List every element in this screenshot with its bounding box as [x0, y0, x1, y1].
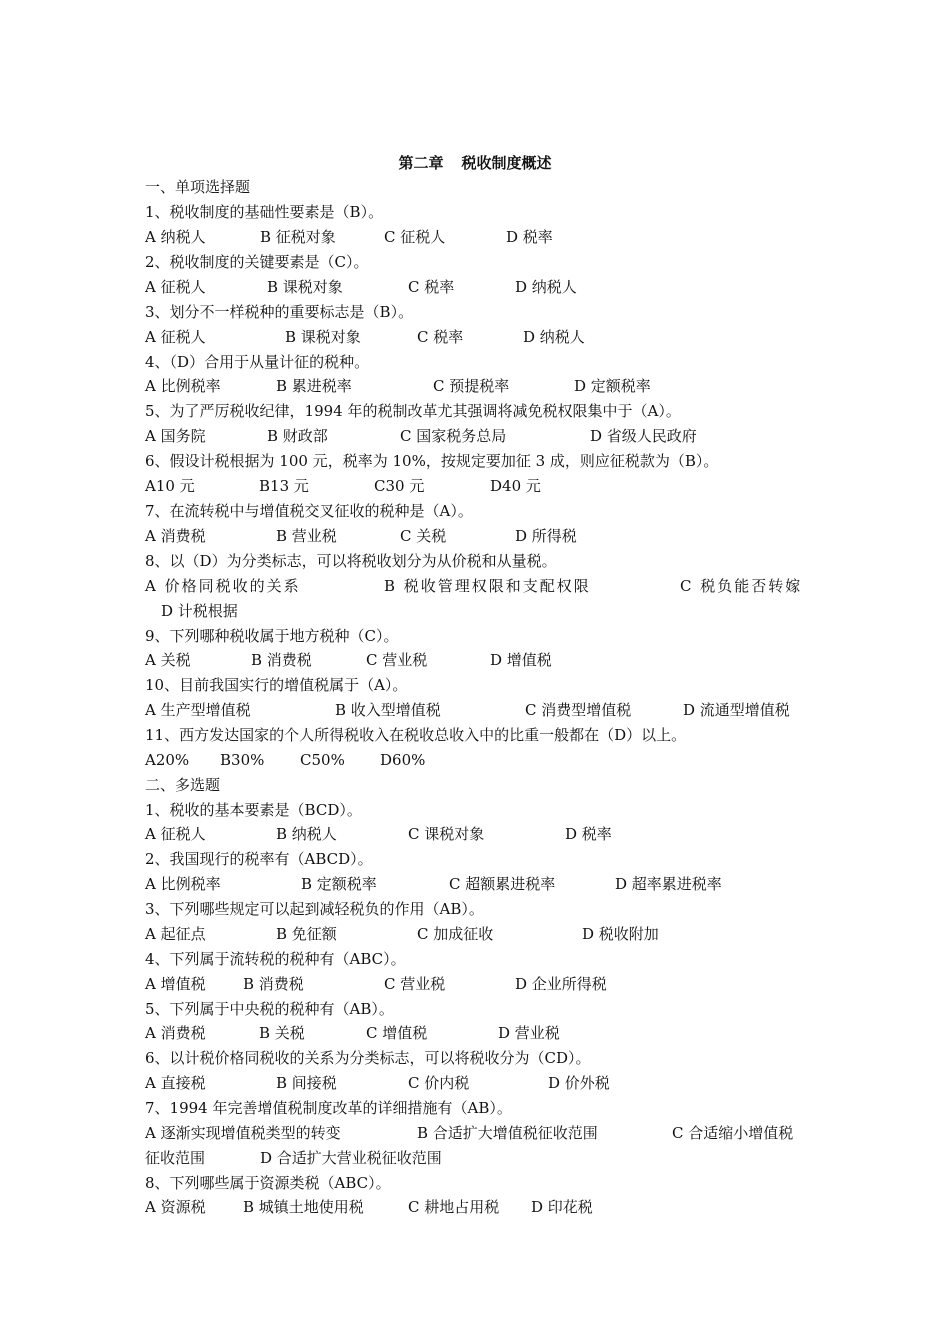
question: 10、目前我国实行的增值税属于（A）。 [145, 676, 408, 694]
option: A 消费税 [145, 527, 206, 545]
option: B 营业税 [276, 527, 337, 545]
option: C 国家税务总局 [400, 427, 507, 445]
option: A 起征点 [145, 925, 206, 943]
section-heading-multi: 二、多选题 [145, 776, 221, 794]
option: D 纳税人 [515, 278, 577, 296]
option: D40 元 [490, 477, 541, 495]
option: D 营业税 [498, 1024, 560, 1042]
option: B 课税对象 [285, 328, 361, 346]
option: C50% [300, 751, 345, 769]
option: B 累进税率 [276, 377, 352, 395]
option: C 加成征收 [417, 925, 494, 943]
option: B 间接税 [276, 1074, 337, 1092]
option: C 价内税 [408, 1074, 470, 1092]
question: 7、1994 年完善增值税制度改革的详细措施有（AB）。 [145, 1099, 512, 1117]
option: A 纳税人 [145, 228, 206, 246]
option: A 比例税率 [145, 377, 221, 395]
option: A 征税人 [145, 278, 206, 296]
option: D 超率累进税率 [615, 875, 722, 893]
option: D 省级人民政府 [590, 427, 697, 445]
option: C 消费型增值税 [525, 701, 632, 719]
option: A 比例税率 [145, 875, 221, 893]
option: D 所得税 [515, 527, 577, 545]
option: A 生产型增值税 [145, 701, 251, 719]
option: C 耕地占用税 [408, 1198, 500, 1216]
option: B 免征额 [276, 925, 337, 943]
option: B13 元 [259, 477, 309, 495]
page-title [0, 152, 950, 174]
question: 3、下列哪些规定可以起到减轻税负的作用（AB）。 [145, 900, 484, 918]
option: A 直接税 [145, 1074, 206, 1092]
option: C 税率 [417, 328, 464, 346]
option: A 征税人 [145, 825, 206, 843]
option: C30 元 [374, 477, 425, 495]
option: B 消费税 [251, 651, 312, 669]
question: 3、划分不一样税种的重要标志是（B）。 [145, 303, 414, 321]
option: D 流通型增值税 [683, 701, 790, 719]
question: 2、我国现行的税率有（ABCD）。 [145, 850, 373, 868]
option: B 税收管理权限和支配权限 [384, 577, 591, 595]
question: 8、下列哪些属于资源类税（ABC）。 [145, 1174, 391, 1192]
option: C 税负能否转嫁 [680, 577, 803, 595]
option: C 营业税 [366, 651, 428, 669]
option: A10 元 [145, 477, 195, 495]
chapter-number: 第二章 [398, 154, 444, 172]
option: C 关税 [400, 527, 447, 545]
option: D 企业所得税 [515, 975, 607, 993]
option: D60% [380, 751, 426, 769]
question: 7、在流转税中与增值税交叉征收的税种是（A）。 [145, 502, 473, 520]
option: A 国务院 [145, 427, 206, 445]
question: 8、以（D）为分类标志，可以将税收划分为从价税和从量税。 [145, 552, 557, 570]
option: B 定额税率 [301, 875, 377, 893]
option: B 征税对象 [260, 228, 336, 246]
option: B 收入型增值税 [335, 701, 441, 719]
option: D 增值税 [490, 651, 552, 669]
option: C 预提税率 [433, 377, 510, 395]
question: 1、税收的基本要素是（BCD）。 [145, 801, 362, 819]
question: 5、为了严厉税收纪律，1994 年的税制改革尤其强调将减免税权限集中于（A）。 [145, 402, 681, 420]
option: A 资源税 [145, 1198, 206, 1216]
option: C 征税人 [384, 228, 446, 246]
option: A20% [145, 751, 190, 769]
option: B30% [220, 751, 265, 769]
option: D 纳税人 [523, 328, 585, 346]
option: D 税率 [506, 228, 553, 246]
option: C 课税对象 [408, 825, 485, 843]
question: 6、假设计税根据为 100 元，税率为 10%，按规定要加征 3 成，则应征税款为（B）。 [145, 452, 719, 470]
option-continuation: 征收范围 [145, 1149, 206, 1167]
question: 2、税收制度的关键要素是（C）。 [145, 253, 369, 271]
question: 9、下列哪种税收属于地方税种（C）。 [145, 627, 399, 645]
option: A 增值税 [145, 975, 206, 993]
option: C 超额累进税率 [449, 875, 556, 893]
option: D 税收附加 [582, 925, 659, 943]
option: A 征税人 [145, 328, 206, 346]
option: A 关税 [145, 651, 191, 669]
option: C 营业税 [384, 975, 446, 993]
question: 1、税收制度的基础性要素是（B）。 [145, 203, 384, 221]
option: C 增值税 [366, 1024, 428, 1042]
question: 11、西方发达国家的个人所得税收入在税收总收入中的比重一般都在（D）以上。 [145, 726, 687, 744]
option: B 城镇土地使用税 [243, 1198, 364, 1216]
option: C 税率 [408, 278, 455, 296]
section-heading-single: 一、单项选择题 [145, 178, 251, 196]
option: B 消费税 [243, 975, 304, 993]
option: B 合适扩大增值税征收范围 [417, 1124, 598, 1142]
chapter-name: 税收制度概述 [461, 154, 552, 172]
option: B 纳税人 [276, 825, 337, 843]
question: 6、以计税价格同税收的关系为分类标志，可以将税收分为（CD）。 [145, 1049, 591, 1067]
option: D 税率 [565, 825, 612, 843]
option: D 合适扩大营业税征收范围 [260, 1149, 442, 1167]
option: D 价外税 [548, 1074, 610, 1092]
option: D 计税根据 [161, 602, 238, 620]
option: D 印花税 [531, 1198, 593, 1216]
option: B 关税 [259, 1024, 305, 1042]
option: B 课税对象 [267, 278, 343, 296]
question: 5、下列属于中央税的税种有（AB）。 [145, 1000, 394, 1018]
option: C 合适缩小增值税 [672, 1124, 794, 1142]
option: A 价格同税收的关系 [145, 577, 301, 595]
option: A 消费税 [145, 1024, 206, 1042]
question: 4、（D）合用于从量计征的税种。 [145, 353, 370, 371]
question: 4、下列属于流转税的税种有（ABC）。 [145, 950, 406, 968]
option: D 定额税率 [574, 377, 651, 395]
option: A 逐渐实现增值税类型的转变 [145, 1124, 341, 1142]
option: B 财政部 [267, 427, 328, 445]
